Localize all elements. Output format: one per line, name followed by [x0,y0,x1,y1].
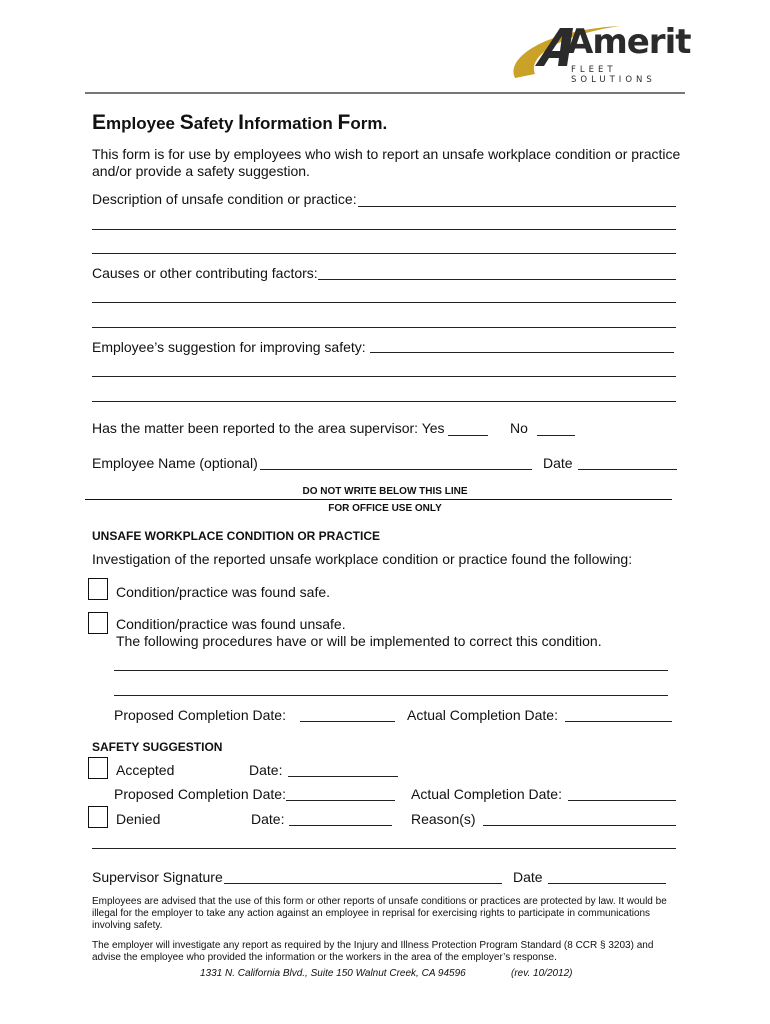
logo-brand-text: Amerit [567,22,691,62]
signature-date-field[interactable] [548,867,666,884]
office-divider [85,499,672,500]
description-line-3[interactable] [92,253,676,254]
intro-line-2: and/or provide a safety suggestion. [92,163,310,179]
unsafe-checkbox[interactable] [88,612,108,634]
employee-name-field[interactable] [260,453,532,470]
causes-field[interactable] [318,263,676,280]
safe-option-label: Condition/practice was found safe. [116,584,331,600]
denied-date-label: Date: [251,811,285,827]
unsafe-actual-field[interactable] [565,705,672,722]
unsafe-proposed-label: Proposed Completion Date: [114,707,286,723]
notice-1-line-1: Employees are advised that the use of this form or other reports of unsafe conditions or practices are protected by law. It would be [92,896,667,907]
suggestion-field[interactable] [370,336,674,353]
footer-address: 1331 N. California Blvd., Suite 150 Walnut Creek, CA 94596 [200,968,466,979]
footer-revision: (rev. 10/2012) [511,968,573,979]
unsafe-proposed-field[interactable] [300,705,395,722]
reported-no-label: No [510,420,528,436]
procedures-line-1[interactable] [114,670,668,671]
unsafe-heading: UNSAFE WORKPLACE CONDITION OR PRACTICE [92,529,380,543]
supervisor-signature-label: Supervisor Signature [92,869,223,885]
notice-1-line-2: illegal for the employer to take any action against an employee in reprisal for exercising rights to participate in communications [92,908,651,919]
intro-line-1: This form is for use by employees who wish to report an unsafe workplace condition or practice [92,146,681,162]
causes-line-3[interactable] [92,327,676,328]
reasons-field[interactable] [483,809,676,826]
office-use-label: FOR OFFICE USE ONLY [328,503,442,514]
description-field[interactable] [358,190,676,207]
notice-2-line-1: The employer will investigate any report as required by the Injury and Illness Protection Program Standard (8 CCR § 3203) and [92,940,654,951]
reported-yes-field[interactable] [448,419,488,436]
logo-tagline: FLEET SOLUTIONS [571,65,656,85]
reasons-line-2[interactable] [92,848,676,849]
employee-name-label: Employee Name (optional) [92,455,258,471]
employee-date-field[interactable] [578,453,677,470]
reported-label: Has the matter been reported to the area supervisor: Yes [92,420,445,436]
investigation-text: Investigation of the reported unsafe workplace condition or practice found the following: [92,551,633,567]
unsafe-actual-label: Actual Completion Date: [407,707,558,723]
safe-checkbox[interactable] [88,578,108,600]
notice-2-line-2: advise the employee who provided the information or the workers in the area of the employer’s response. [92,952,557,963]
description-label: Description of unsafe condition or practice: [92,191,357,207]
unsafe-option-label: Condition/practice was found unsafe. [116,616,346,632]
suggestion-proposed-label: Proposed Completion Date: [114,786,286,802]
header-rule [85,92,685,94]
accepted-date-field[interactable] [288,760,398,777]
form-title: Employee Safety Information Form. [92,111,388,134]
description-line-2[interactable] [92,229,676,230]
employee-date-label: Date [543,455,573,471]
denied-checkbox[interactable] [88,806,108,828]
causes-label: Causes or other contributing factors: [92,265,318,281]
suggestion-actual-label: Actual Completion Date: [411,786,562,802]
accepted-checkbox[interactable] [88,757,108,779]
supervisor-signature-field[interactable] [224,867,502,884]
suggestion-actual-field[interactable] [568,784,676,801]
causes-line-2[interactable] [92,302,676,303]
procedures-text: The following procedures have or will be implemented to correct this condition. [116,633,602,649]
suggestion-proposed-field[interactable] [286,784,395,801]
suggestion-line-3[interactable] [92,401,676,402]
safety-suggestion-heading: SAFETY SUGGESTION [92,740,223,754]
accepted-label: Accepted [116,762,175,778]
reported-no-field[interactable] [537,419,575,436]
procedures-line-2[interactable] [114,695,668,696]
notice-1-line-3: involving safety. [92,920,163,931]
denied-date-field[interactable] [289,809,392,826]
signature-date-label: Date [513,869,543,885]
reasons-label: Reason(s) [411,811,476,827]
suggestion-label: Employee’s suggestion for improving safety: [92,339,366,355]
company-logo [505,18,690,88]
accepted-date-label: Date: [249,762,283,778]
do-not-write-label: DO NOT WRITE BELOW THIS LINE [302,486,468,497]
suggestion-line-2[interactable] [92,376,676,377]
denied-label: Denied [116,811,161,827]
